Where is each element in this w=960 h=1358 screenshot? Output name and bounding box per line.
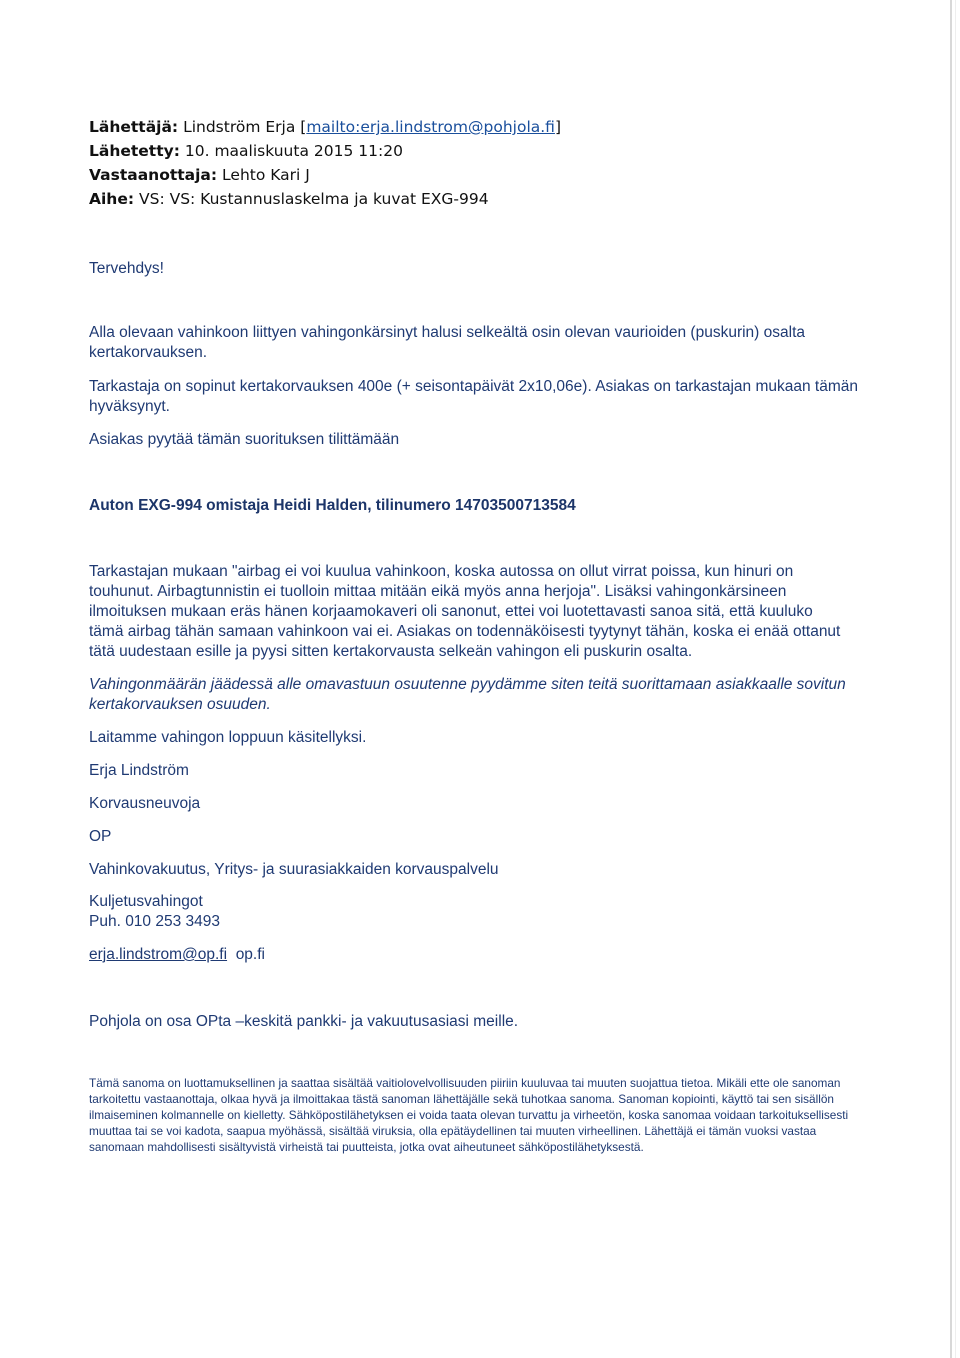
sent-label: Lähetetty: (89, 142, 180, 160)
from-value: Lindström Erja [ (183, 118, 307, 136)
from-label: Lähettäjä: (89, 118, 179, 136)
from-close: ] (554, 118, 561, 136)
greeting: Tervehdys! (89, 260, 164, 277)
paragraph-4-account: Auton EXG-994 omistaja Heidi Halden, tilinumero 14703500713584 (89, 497, 576, 514)
signature-title: Korvausneuvoja (89, 795, 201, 812)
subject-label: Aihe: (89, 190, 135, 208)
signature-phone: Puh. 010 253 3493 (89, 913, 221, 930)
header-subject (89, 187, 869, 211)
scan-edge-line (950, 0, 952, 1358)
signature-department: Vahinkovakuutus, Yritys- ja suurasiakkaiden korvauspalvelu (89, 861, 499, 878)
paragraph-7: Laitamme vahingon loppuun käsitellyksi. (89, 729, 367, 746)
signature-tagline: Pohjola on osa OPta –keskitä pankki- ja vakuutusasiasi meille. (89, 1013, 519, 1030)
paragraph-1: Alla olevaan vahinkoon liittyen vahingonkärsinyt halusi selkeältä osin olevan vaurioiden (puskurin) osalta kertakorvauksen. (89, 324, 806, 361)
header-to (89, 163, 869, 187)
sent-value: 10. maaliskuuta 2015 11:20 (184, 142, 403, 160)
header-sent (89, 139, 869, 163)
signature-email-link[interactable]: erja.lindstrom@op.fi (89, 946, 228, 963)
subject-value: VS: VS: Kustannuslaskelma ja kuvat EXG-994 (139, 190, 489, 208)
signature-company: OP (89, 828, 112, 845)
email-header (89, 115, 869, 211)
header-from (89, 115, 869, 139)
paragraph-3: Asiakas pyytää tämän suorituksen tilittämään (89, 431, 400, 448)
from-email-link[interactable]: mailto:erja.lindstrom@pohjola.fi (306, 118, 555, 136)
scan-edge-line-secondary (955, 0, 956, 1358)
paragraph-5: Tarkastajan mukaan "airbag ei voi kuulua vahinkoon, koska autossa on ollut virrat poissa, kun hinuri on touhunut. Airbagtunnistin ei tuolloin mittaa mitään eikä myös anna herjoja". Lisäksi vahingonkärsineen ilmoituksen mukaan eräs hänen korjaamokaveri oli sanonut, ettei voi luotettavasti sanoa sitä, että kuuluko tämä airbag tähän samaan vahinkoon vai ei. Asiakas on todennäköisesti tyytynyt tähän, koska ei enää ottanut tätä uudestaan esille ja pyysi sitten kertakorvausta selkeän vahingon eli puskurin osalta. (89, 563, 841, 660)
to-value: Lehto Kari J (222, 166, 310, 184)
to-label: Vastaanottaja: (89, 166, 218, 184)
signature-contacts (89, 945, 869, 965)
paragraph-6: Vahingonmäärän jäädessä alle omavastuun osuutenne pyydämme siten teitä suorittamaan asiakkaalle sovitun kertakorvauksen osuuden. (89, 676, 846, 713)
signature-website: op.fi (235, 946, 265, 963)
signature-name: Erja Lindström (89, 762, 189, 779)
signature-unit: Kuljetusvahingot (89, 893, 203, 910)
paragraph-2: Tarkastaja on sopinut kertakorvauksen 400e (+ seisontapäivät 2x10,06e). Asiakas on tarkastajan mukaan tämän hyväksynyt. (89, 378, 858, 415)
confidentiality-disclaimer: Tämä sanoma on luottamuksellinen ja saattaa sisältää vaitiolovelvollisuuden piiriin kuuluvaa tai muuten suojattua tietoa. Mikäli ette ole sanoman tarkoitettu vastaanottaja, olkaa hyvä ja ilmoittakaa tästä sanoman lähettäjälle sekä tuhotkaa sanoma. Sanoman kopiointi, käyttö tai sen sisällön ilmaiseminen kolmannelle on kielletty. Sähköpostilähetyksen ei voida taata olevan turvattu ja virheetön, koska sanomaa voidaan tarkoituksellisesti muuttaa tai se voi kadota, saapua myöhässä, sisältää viruksia, olla epätäydellinen tai muuten virheellinen. Lähettäjä ei tämän vuoksi vastaa sanomaan mahdollisesti sisältyvistä virheistä tai puutteista, jotka ovat aiheutuneet sähköpostilähetyksestä. (89, 1076, 849, 1154)
